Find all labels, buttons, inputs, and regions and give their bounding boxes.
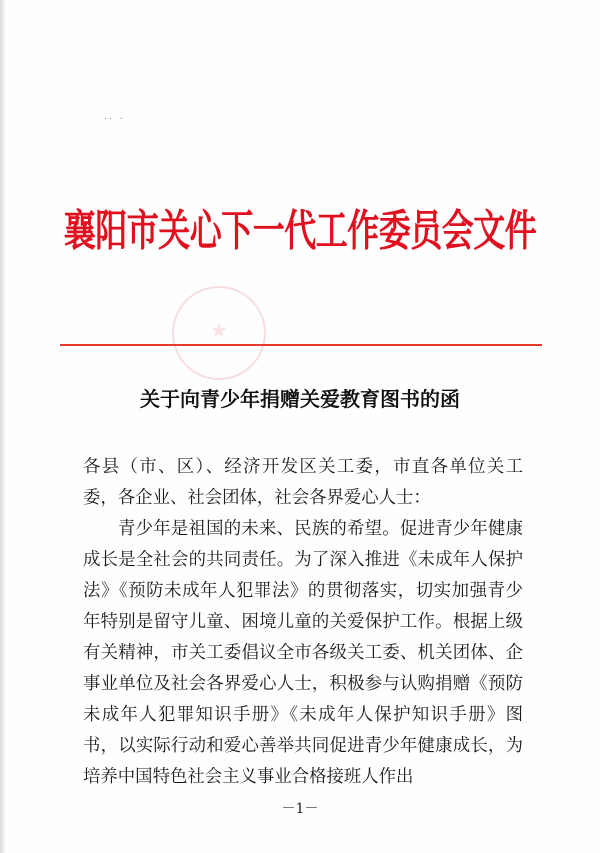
salutation: 各县（市、区）、经济开发区关工委，市直各单位关工委，各企业、社会团体，社会各界爱心人士：: [83, 457, 523, 508]
issuing-org-title: 襄阳市关心下一代工作委员会文件: [63, 205, 537, 257]
body-paragraph: 青少年是祖国的未来、民族的希望。促进青少年健康成长是全社会的共同责任。为了深入推进《未成年人保护法》《预防未成年人犯罪法》的贯彻落实，切实加强青少年特别是留守儿童、困境儿童的关爱保护工作。根据上级有关精神，市关工委倡议全市各级关工委、机关团体、企事业单位及社会各界爱心人士，积极参与认购捐赠《预防未成年人犯罪知识手册》《未成年人保护知识手册》图书，以实际行动和爱心善举共同促进青少年健康成长，为培养中国特色社会主义事业合格接班人作出: [83, 519, 523, 787]
seal-star-icon: ★: [210, 318, 228, 342]
scan-speck: ·· ·: [104, 114, 125, 125]
scan-edge-shadow: [0, 0, 6, 853]
red-divider-line: [60, 344, 542, 346]
faint-seal-stamp: [172, 286, 266, 380]
letter-title: 关于向青少年捐赠关爱教育图书的函: [140, 387, 460, 411]
page-number: －1－: [281, 801, 319, 817]
